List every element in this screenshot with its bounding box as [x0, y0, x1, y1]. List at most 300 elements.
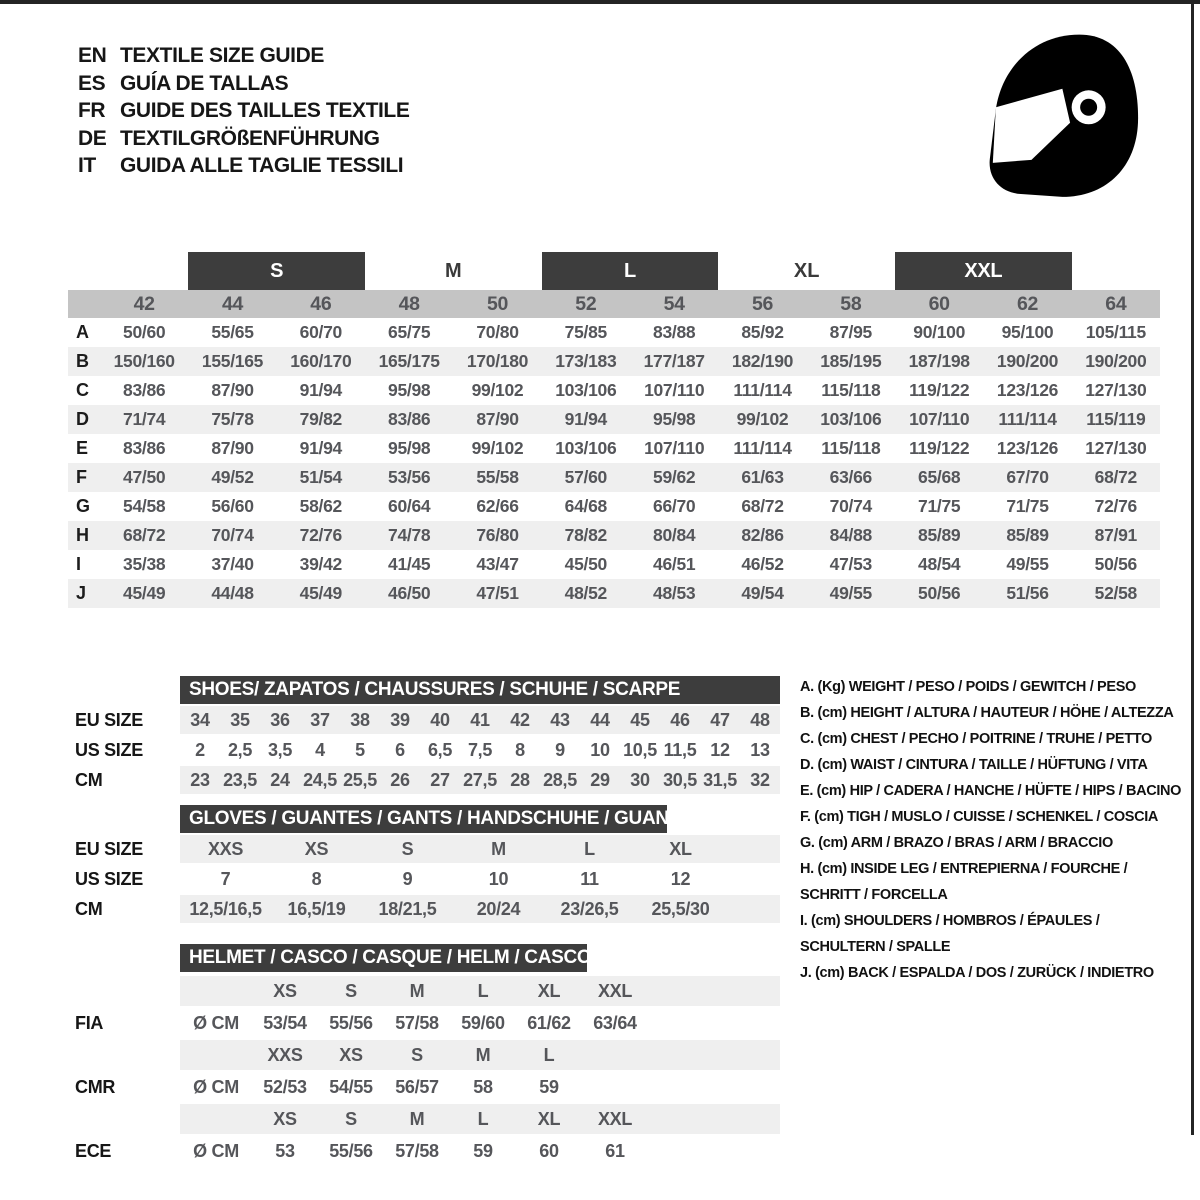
table-row-cm [180, 766, 780, 794]
helmet-size: M [409, 980, 425, 1001]
legend-line: A. (Kg) WEIGHT / PESO / POIDS / GEWITCH / PESO [800, 679, 1136, 695]
measure-value: 87/95 [829, 322, 872, 342]
helmet-size: XXL [597, 980, 633, 1001]
size-number-52: 52 [575, 292, 597, 315]
measure-value: 47/51 [476, 583, 519, 603]
legend-line: F. (cm) TIGH / MUSLO / CUISSE / SCHENKEL / COSCIA [800, 809, 1159, 825]
measure-value: 48/53 [653, 583, 696, 603]
standard-label-fia: FIA [75, 1012, 104, 1033]
measure-value: 190/200 [996, 351, 1059, 371]
helmet-sizes-row-fia [180, 976, 780, 1006]
helmet-size: L [477, 980, 489, 1001]
measure-value: 55/65 [211, 322, 254, 342]
measure-value: 79/82 [299, 409, 342, 429]
language-code: IT [78, 154, 96, 177]
size-value: 26 [390, 769, 410, 790]
measure-value: 49/54 [741, 583, 784, 603]
size-number-50: 50 [486, 292, 509, 315]
size-value: 10,5 [623, 739, 657, 760]
measure-value: 60/70 [299, 322, 342, 342]
helmet-size: L [543, 1044, 555, 1065]
side-label-us-size: US SIZE [75, 868, 143, 889]
measure-row-i [68, 550, 1160, 579]
measure-value: 57/60 [564, 467, 607, 487]
row-label: C [76, 380, 89, 400]
size-number-42: 42 [133, 292, 155, 315]
unit-label: Ø CM [193, 1012, 239, 1033]
top-edge-line [0, 0, 1200, 4]
measure-value: 70/80 [476, 322, 519, 342]
measure-value: 91/94 [564, 409, 607, 429]
measure-value: 63/66 [829, 467, 872, 487]
size-value: 30 [630, 769, 650, 790]
row-label: E [76, 438, 89, 458]
size-value: 5 [355, 739, 365, 760]
measure-value: 72/76 [299, 525, 342, 545]
measure-value: 58/62 [299, 496, 342, 516]
measure-value: 95/98 [388, 380, 431, 400]
helmet-table [75, 944, 780, 1166]
size-value: 24 [270, 769, 290, 790]
row-label: D [76, 409, 89, 429]
measure-value: 54/58 [123, 496, 166, 516]
helmet-value: 58 [473, 1076, 493, 1097]
measure-value: 74/78 [388, 525, 431, 545]
table-row-us-size [180, 865, 780, 893]
size-value: 45 [630, 709, 650, 730]
size-group-xxl: XXL [895, 252, 1072, 290]
legend-line: C. (cm) CHEST / PECHO / POITRINE / TRUHE / PETTO [800, 731, 1152, 747]
measure-value: 71/74 [123, 409, 166, 429]
standard-label-ece: ECE [75, 1140, 112, 1161]
measure-value: 35/38 [123, 554, 166, 574]
measure-value: 90/100 [913, 322, 966, 342]
measure-value: 190/200 [1085, 351, 1147, 371]
size-value: M [491, 838, 506, 859]
measure-value: 50/56 [1094, 554, 1137, 574]
measure-value: 105/115 [1085, 322, 1146, 342]
size-value: 23/26,5 [560, 898, 619, 919]
size-number-row [68, 290, 1160, 318]
helmet-value: 55/56 [329, 1012, 373, 1033]
legend-line: I. (cm) SHOULDERS / HOMBROS / ÉPAULES / [800, 913, 1100, 929]
size-value: 10 [590, 739, 610, 760]
measure-value: 177/187 [643, 351, 705, 371]
measure-value: 83/86 [388, 409, 431, 429]
helmet-size: XL [537, 1108, 561, 1129]
size-value: 2,5 [227, 739, 253, 760]
measure-value: 85/89 [1006, 525, 1049, 545]
measure-value: 83/88 [653, 322, 696, 342]
measure-value: 68/72 [1094, 467, 1137, 487]
size-value: 24,5 [303, 769, 337, 790]
size-number-56: 56 [751, 292, 774, 315]
measure-value: 99/102 [736, 409, 789, 429]
size-group-xl: XL [793, 259, 820, 282]
measure-value: 99/102 [471, 380, 524, 400]
helmet-value: 52/53 [263, 1076, 307, 1097]
size-value: L [584, 838, 595, 859]
helmet-size: XL [537, 980, 561, 1001]
measure-value: 47/53 [829, 554, 872, 574]
size-value: 12,5/16,5 [189, 898, 262, 919]
size-group-m: M [444, 259, 462, 282]
measure-value: 111/114 [733, 438, 792, 458]
guide-title-fr: GUIDE DES TAILLES TEXTILE [120, 99, 410, 122]
measure-value: 103/106 [555, 438, 617, 458]
size-value: 34 [190, 709, 210, 730]
side-label-us-size: US SIZE [75, 739, 143, 760]
size-value: 12 [710, 739, 730, 760]
helmet-value: 61/62 [527, 1012, 571, 1033]
table-row-us-size [180, 736, 780, 764]
measure-value: 80/84 [653, 525, 696, 545]
side-label-cm: CM [75, 898, 103, 919]
measure-value: 68/72 [741, 496, 784, 516]
measure-value: 115/119 [1086, 409, 1146, 429]
measure-value: 48/52 [564, 583, 607, 603]
measure-value: 85/89 [918, 525, 961, 545]
measure-value: 65/75 [388, 322, 431, 342]
measure-value: 103/106 [820, 409, 882, 429]
measure-value: 87/90 [476, 409, 519, 429]
size-value: XXS [207, 838, 244, 859]
helmet-size: XXL [597, 1108, 633, 1129]
textile-size-table [68, 252, 1160, 608]
size-value: 37 [310, 709, 330, 730]
size-value: 48 [750, 709, 770, 730]
helmet-sizes-row-ece [180, 1104, 780, 1134]
measure-value: 51/54 [299, 467, 342, 487]
size-value: 28 [510, 769, 530, 790]
size-value: 30,5 [663, 769, 697, 790]
size-value: 27,5 [463, 769, 497, 790]
measure-value: 51/56 [1006, 583, 1049, 603]
measure-row-g [68, 492, 1160, 521]
table-row-cm [180, 895, 780, 923]
measure-value: 95/98 [653, 409, 696, 429]
size-value: 6,5 [427, 739, 453, 760]
measure-value: 71/75 [918, 496, 961, 516]
measure-value: 84/88 [829, 525, 872, 545]
size-value: 35 [230, 709, 250, 730]
size-number-54: 54 [663, 292, 685, 315]
language-list [78, 42, 409, 180]
measure-value: 52/58 [1094, 583, 1137, 603]
measure-value: 43/47 [476, 554, 519, 574]
helmet-size: L [477, 1108, 489, 1129]
gloves-table [75, 805, 780, 923]
size-value: 2 [195, 739, 205, 760]
measure-value: 46/51 [653, 554, 696, 574]
measure-value: 85/92 [741, 322, 784, 342]
measure-value: 95/98 [388, 438, 431, 458]
measure-value: 155/165 [201, 351, 264, 371]
measure-value: 127/130 [1085, 438, 1147, 458]
size-value: 9 [555, 739, 565, 760]
measure-value: 70/74 [829, 496, 872, 516]
measure-value: 107/110 [644, 438, 705, 458]
language-row-en [78, 42, 409, 70]
measure-value: 123/126 [996, 380, 1059, 400]
size-value: 7 [220, 868, 231, 889]
measure-value: 82/86 [741, 525, 784, 545]
measure-value: 103/106 [555, 380, 617, 400]
size-value: 43 [550, 709, 570, 730]
guide-title-it: GUIDA ALLE TAGLIE TESSILI [120, 154, 404, 177]
helmet-value: 57/58 [395, 1140, 439, 1161]
legend-line: SCHRITT / FORCELLA [800, 887, 948, 903]
measure-row-e [68, 434, 1160, 463]
size-group-header-row [68, 252, 1160, 290]
size-number-62: 62 [1016, 292, 1039, 315]
size-value: 20/24 [476, 898, 521, 919]
size-value: 16,5/19 [287, 898, 346, 919]
size-number-44: 44 [221, 292, 244, 315]
measurement-legend [800, 674, 1196, 986]
size-number-60: 60 [928, 292, 950, 315]
side-label-cm: CM [75, 769, 103, 790]
helmet-value: 55/56 [329, 1140, 373, 1161]
measure-value: 75/78 [211, 409, 254, 429]
row-label: I [76, 554, 82, 574]
unit-label: Ø CM [193, 1076, 239, 1097]
measure-value: 107/110 [644, 380, 705, 400]
measure-row-f [68, 463, 1160, 492]
row-label: G [76, 496, 91, 516]
measure-value: 56/60 [211, 496, 254, 516]
size-number-58: 58 [840, 292, 862, 315]
size-value: 11 [580, 868, 599, 889]
size-value: 9 [402, 868, 413, 889]
measure-value: 72/76 [1094, 496, 1137, 516]
helmet-values-row-fia [180, 1008, 780, 1038]
size-value: XS [304, 838, 329, 859]
measure-value: 187/198 [908, 351, 970, 371]
language-code: DE [78, 126, 107, 150]
measure-value: 87/90 [211, 380, 254, 400]
size-value: 29 [590, 769, 610, 790]
helmet-table-title: HELMET / CASCO / CASQUE / HELM / CASCO [180, 944, 587, 972]
measure-row-j [68, 579, 1160, 608]
legend-line: G. (cm) ARM / BRAZO / BRAS / ARM / BRACCIO [800, 835, 1113, 851]
measure-value: 60/64 [388, 496, 431, 516]
helmet-size: XS [273, 1108, 297, 1129]
size-value: 11,5 [663, 739, 697, 760]
measure-value: 47/50 [123, 467, 166, 487]
size-value: 3,5 [267, 739, 293, 760]
guide-title-en: TEXTILE SIZE GUIDE [120, 44, 324, 67]
accessory-tables [75, 676, 780, 1166]
measure-value: 46/52 [741, 554, 784, 574]
measure-value: 111/114 [733, 380, 792, 400]
measure-value: 67/70 [1006, 467, 1049, 487]
helmet-size: S [411, 1044, 423, 1065]
size-value: 42 [510, 709, 530, 730]
measure-row-a [68, 318, 1160, 347]
legend-line: J. (cm) BACK / ESPALDA / DOS / ZURÜCK / INDIETRO [800, 965, 1154, 981]
measure-value: 55/58 [476, 467, 519, 487]
measure-value: 45/49 [123, 583, 166, 603]
helmet-value: 53 [275, 1140, 295, 1161]
size-group-l: L [542, 252, 719, 290]
row-label: B [76, 351, 89, 371]
measure-value: 170/180 [466, 351, 529, 371]
measure-value: 76/80 [476, 525, 519, 545]
racing-helmet-icon [982, 30, 1152, 200]
size-value: 39 [390, 709, 410, 730]
measure-value: 119/122 [909, 438, 970, 458]
measure-value: 91/94 [299, 438, 342, 458]
guide-title-es: GUÍA DE TALLAS [120, 71, 289, 95]
helmet-value: 59 [473, 1140, 493, 1161]
measure-value: 44/48 [211, 583, 254, 603]
helmet-size: XS [273, 980, 297, 1001]
size-value: XL [669, 838, 692, 859]
measure-value: 99/102 [471, 438, 524, 458]
helmet-size: M [475, 1044, 491, 1065]
measure-value: 39/42 [299, 554, 342, 574]
measure-value: 50/56 [918, 583, 961, 603]
measure-value: 45/49 [299, 583, 342, 603]
measure-value: 107/110 [909, 409, 970, 429]
size-value: 38 [350, 709, 370, 730]
helmet-value: 63/64 [593, 1012, 637, 1033]
size-value: 46 [670, 709, 690, 730]
measure-value: 45/50 [564, 554, 607, 574]
size-value: 40 [430, 709, 450, 730]
size-value: 32 [750, 769, 770, 790]
helmet-value: 59 [539, 1076, 559, 1097]
size-value: S [401, 838, 414, 859]
language-row-it [78, 152, 409, 180]
size-value: 28,5 [543, 769, 577, 790]
row-label: H [76, 525, 89, 545]
size-value: 27 [430, 769, 450, 790]
row-label: F [76, 467, 87, 487]
size-value: 47 [710, 709, 730, 730]
measure-value: 49/52 [211, 467, 254, 487]
size-value: 13 [750, 739, 770, 760]
measure-value: 49/55 [1006, 554, 1049, 574]
measure-value: 87/91 [1094, 525, 1137, 545]
size-value: 8 [311, 868, 322, 889]
legend-line: H. (cm) INSIDE LEG / ENTREPIERNA / FOURCHE / [800, 861, 1128, 877]
measure-value: 173/183 [555, 351, 617, 371]
measure-value: 127/130 [1085, 380, 1147, 400]
helmet-size: M [409, 1108, 425, 1129]
legend-line: SCHULTERN / SPALLE [800, 939, 951, 955]
gloves-table-title: GLOVES / GUANTES / GANTS / HANDSCHUHE / GUANTI [180, 805, 667, 833]
measure-value: 37/40 [211, 554, 254, 574]
size-value: 23 [190, 769, 210, 790]
measure-value: 78/82 [564, 525, 607, 545]
language-code: ES [78, 71, 106, 95]
size-value: 44 [590, 709, 610, 730]
measure-value: 41/45 [388, 554, 431, 574]
helmet-value: 61 [605, 1140, 625, 1161]
table-row-eu-size [180, 835, 780, 863]
measure-value: 50/60 [123, 322, 166, 342]
measure-value: 115/118 [821, 438, 881, 458]
size-value: 31,5 [703, 769, 737, 790]
legend-line: E. (cm) HIP / CADERA / HANCHE / HÜFTE / HIPS / BACINO [800, 783, 1182, 799]
helmet-value: 54/55 [329, 1076, 373, 1097]
language-code: EN [78, 44, 107, 67]
measure-value: 182/190 [731, 351, 794, 371]
size-value: 41 [470, 709, 490, 730]
measure-value: 53/56 [388, 467, 431, 487]
measure-value: 66/70 [653, 496, 696, 516]
measure-value: 71/75 [1006, 496, 1049, 516]
size-value: 8 [515, 739, 525, 760]
size-value: 7,5 [467, 739, 493, 760]
measure-value: 65/68 [918, 467, 961, 487]
measure-value: 48/54 [918, 554, 961, 574]
shoes-table [75, 676, 780, 794]
row-label: A [76, 322, 89, 342]
measure-value: 75/85 [564, 322, 607, 342]
helmet-value: 53/54 [263, 1012, 307, 1033]
measure-value: 49/55 [829, 583, 872, 603]
language-row-es [78, 70, 409, 98]
measure-row-b [68, 347, 1160, 376]
helmet-value: 57/58 [395, 1012, 439, 1033]
standard-label-cmr: CMR [75, 1076, 116, 1097]
measure-value: 68/72 [123, 525, 166, 545]
measure-value: 95/100 [1001, 322, 1054, 342]
measure-value: 61/63 [741, 467, 784, 487]
size-value: 4 [315, 739, 325, 760]
measure-value: 83/86 [123, 380, 166, 400]
language-row-de [78, 125, 409, 153]
helmet-sizes-row-cmr [180, 1040, 780, 1070]
measure-value: 87/90 [211, 438, 254, 458]
unit-label: Ø CM [193, 1140, 239, 1161]
size-group-s: S [188, 252, 365, 290]
measure-value: 46/50 [388, 583, 431, 603]
helmet-values-row-cmr [180, 1072, 780, 1102]
helmet-size: XS [339, 1044, 363, 1065]
side-label-eu-size: EU SIZE [75, 838, 143, 859]
helmet-value: 56/57 [395, 1076, 439, 1097]
helmet-value: 60 [539, 1140, 559, 1161]
size-value: 25,5 [343, 769, 377, 790]
measure-value: 83/86 [123, 438, 166, 458]
measure-value: 70/74 [211, 525, 254, 545]
measure-value: 123/126 [996, 438, 1059, 458]
size-value: 10 [488, 868, 509, 889]
measure-value: 115/118 [821, 380, 881, 400]
size-value: 23,5 [223, 769, 257, 790]
size-number-46: 46 [310, 292, 332, 315]
measure-value: 150/160 [113, 351, 175, 371]
measure-value: 62/66 [476, 496, 519, 516]
size-value: 36 [270, 709, 290, 730]
legend-line: B. (cm) HEIGHT / ALTURA / HAUTEUR / HÖHE / ALTEZZA [800, 705, 1174, 721]
size-number-64: 64 [1105, 292, 1127, 315]
row-label: J [76, 583, 87, 603]
language-row-fr [78, 97, 409, 125]
size-value: 6 [395, 739, 405, 760]
measure-row-h [68, 521, 1160, 550]
side-label-eu-size: EU SIZE [75, 709, 143, 730]
helmet-value: 59/60 [461, 1012, 505, 1033]
helmet-values-row-ece [180, 1136, 780, 1166]
helmet-size: S [345, 980, 357, 1001]
language-code: FR [78, 99, 106, 122]
shoes-table-title: SHOES/ ZAPATOS / CHAUSSURES / SCHUHE / SCARPE [180, 676, 780, 704]
